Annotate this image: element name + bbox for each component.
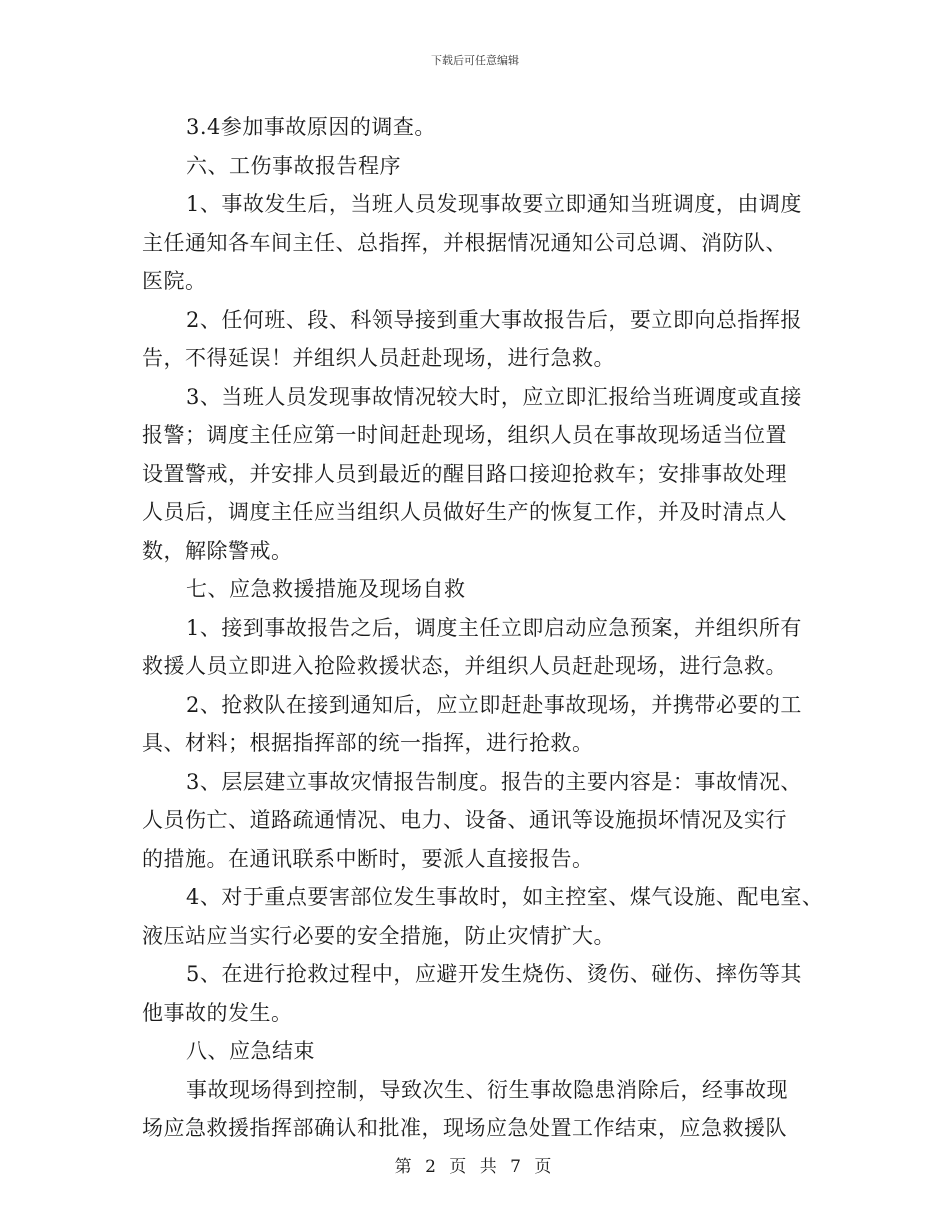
paragraph-line: 告，不得延误！并组织人员赶赴现场，进行急救。 (142, 346, 615, 370)
paragraph-line: 1、事故发生后，当班人员发现事故要立即通知当班调度，由调度 (186, 192, 802, 216)
paragraph-line: 数，解除警戒。 (142, 538, 293, 563)
paragraph-line: 人员后，调度主任应当组织人员做好生产的恢复工作，并及时清点人 (142, 500, 787, 524)
paragraph-line: 3、层层建立事故灾情报告制度。报告的主要内容是：事故情况、 (186, 769, 802, 794)
paragraph-line: 医院。 (142, 269, 207, 293)
paragraph-line: 液压站应当实行必要的安全措施，防止灾情扩大。 (142, 923, 615, 948)
paragraph-line: 他事故的发生。 (142, 1000, 293, 1025)
paragraph-line: 救援人员立即进入抢险救援状态，并组织人员赶赴现场，进行急救。 (142, 654, 787, 678)
paragraph-line: 人员伤亡、道路疏通情况、电力、设备、通讯等设施损坏情况及实行 (142, 808, 787, 832)
section-heading: 七、应急救援措施及现场自救 (186, 577, 466, 601)
paragraph-line: 2、抢救队在接到通知后，应立即赶赴事故现场，并携带必要的工 (186, 692, 802, 717)
paragraph-line: 事故现场得到控制，导致次生、衍生事故隐患消除后，经事故现 (186, 1077, 788, 1102)
paragraph-line: 1、接到事故报告之后，调度主任立即启动应急预案，并组织所有 (186, 615, 802, 640)
paragraph-line: 5、在进行抢救过程中，应避开发生烧伤、烫伤、碰伤、摔伤等其 (186, 962, 802, 986)
paragraph-line: 设置警戒，并安排人员到最近的醒目路口接迎抢救车；安排事故处理 (142, 461, 787, 486)
paragraph-line: 2、任何班、段、科领导接到重大事故报告后，要立即向总指挥报 (186, 307, 802, 332)
section-heading: 八、应急结束 (186, 1039, 315, 1063)
paragraph-line: 具、材料；根据指挥部的统一指挥，进行抢救。 (142, 731, 594, 755)
paragraph-line: 3.4参加事故原因的调查。 (186, 115, 436, 139)
paragraph-line: 4、对于重点要害部位发生事故时，如主控室、煤气设施、配电室、 (186, 885, 824, 909)
page-number-footer: 第 2 页 共 7 页 (394, 1157, 556, 1177)
paragraph-line: 场应急救援指挥部确认和批准，现场应急处置工作结束，应急救援队 (142, 1116, 787, 1140)
document-body (142, 108, 832, 1148)
paragraph-line: 的措施。在通讯联系中断时，要派人直接报告。 (142, 846, 594, 871)
page-header-note: 下载后可任意编辑 (431, 54, 519, 67)
paragraph-line: 3、当班人员发现事故情况较大时，应立即汇报给当班调度或直接 (186, 384, 802, 409)
section-heading: 六、工伤事故报告程序 (186, 153, 401, 178)
paragraph-line: 报警；调度主任应第一时间赶赴现场，组织人员在事故现场适当位置 (142, 423, 787, 447)
paragraph-line: 主任通知各车间主任、总指挥，并根据情况通知公司总调、消防队、 (142, 230, 787, 255)
